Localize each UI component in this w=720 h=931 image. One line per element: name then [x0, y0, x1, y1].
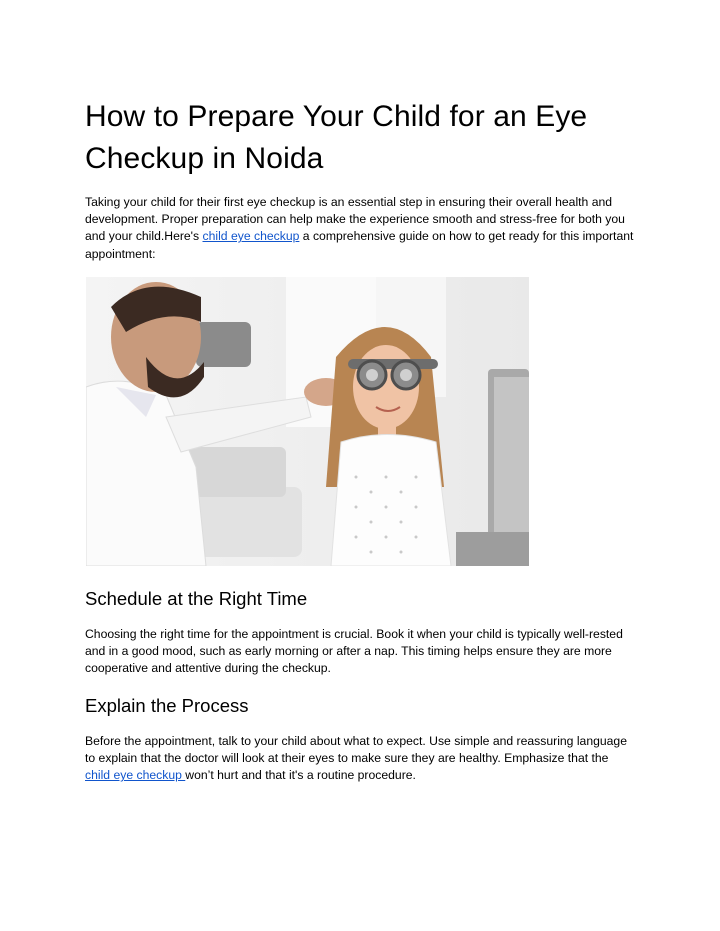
explain-text-end: won’t hurt and that it's a routine procedure. — [185, 768, 416, 783]
intro-paragraph — [85, 194, 635, 263]
page-title: How to Prepare Your Child for an Eye Checkup in Noida — [85, 100, 588, 175]
doctor-child-eye-exam-photo — [86, 277, 529, 566]
section-heading-schedule: Schedule at the Right Time — [85, 588, 308, 609]
child-eye-checkup-link-2[interactable]: child eye checkup — [85, 768, 186, 783]
section-body-explain — [85, 733, 635, 785]
intro-text-start: Taking your child for their first eye checkup is an essential step in ensuring their overall health and development. Proper preparation can help make the experience smooth and stress-free for both you and your child.Here's — [85, 195, 625, 244]
child-eye-checkup-link[interactable]: child eye checkup — [202, 229, 300, 244]
intro-text-end: a comprehensive guide on how to get ready for this important appointment: — [85, 229, 634, 261]
explain-text-start: Before the appointment, talk to your child about what to expect. Use simple and reassuring language to explain that the doctor will look at their eyes to make sure they are healthy. Emphasize that the — [85, 734, 627, 766]
section-body-schedule: Choosing the right time for the appointment is crucial. Book it when your child is typically well-rested and in a good mood, such as early morning or after a nap. This timing helps ensure they are more cooperative and attentive during the checkup. — [85, 627, 623, 676]
section-heading-explain: Explain the Process — [85, 695, 249, 716]
